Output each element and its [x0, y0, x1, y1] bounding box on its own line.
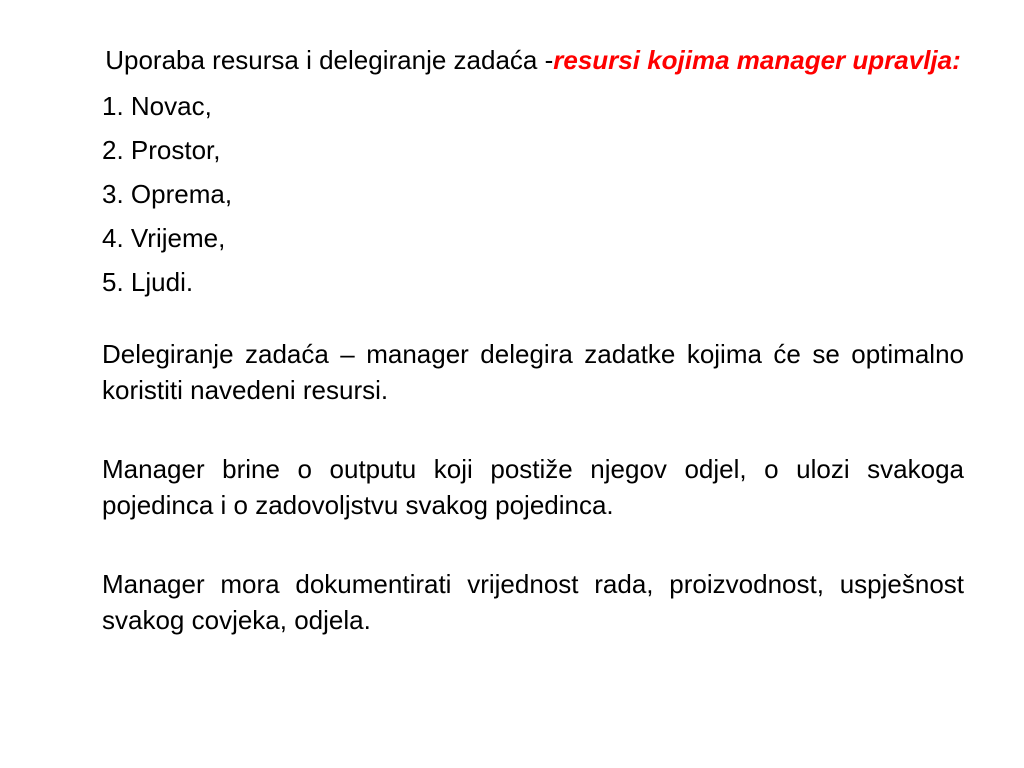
resource-item-money: 1. Novac,	[102, 91, 212, 121]
paragraph-output: Manager brine o outputu koji postiže njegov odjel, o ulozi svakoga pojedinca i o zadovoljstvu svakog pojedinca.	[102, 454, 964, 520]
resource-item-space: 2. Prostor,	[102, 135, 221, 165]
resource-list	[102, 88, 964, 300]
resource-item-equipment: 3. Oprema,	[102, 179, 233, 209]
title-highlight-text: resursi kojima manager upravlja:	[553, 45, 961, 75]
resource-item-time: 4. Vrijeme,	[102, 223, 226, 253]
slide-title	[102, 42, 964, 78]
resource-item-people: 5. Ljudi.	[102, 267, 194, 297]
paragraph-delegation: Delegiranje zadaća – manager delegira zadatke kojima će se optimalno koristiti navedeni resursi.	[102, 339, 964, 405]
paragraph-documentation: Manager mora dokumentirati vrijednost rada, proizvodnost, uspješnost svakog covjeka, odjela.	[102, 569, 964, 635]
slide-content	[102, 42, 964, 638]
title-plain-text: Uporaba resursa i delegiranje zadaća -	[105, 45, 554, 75]
